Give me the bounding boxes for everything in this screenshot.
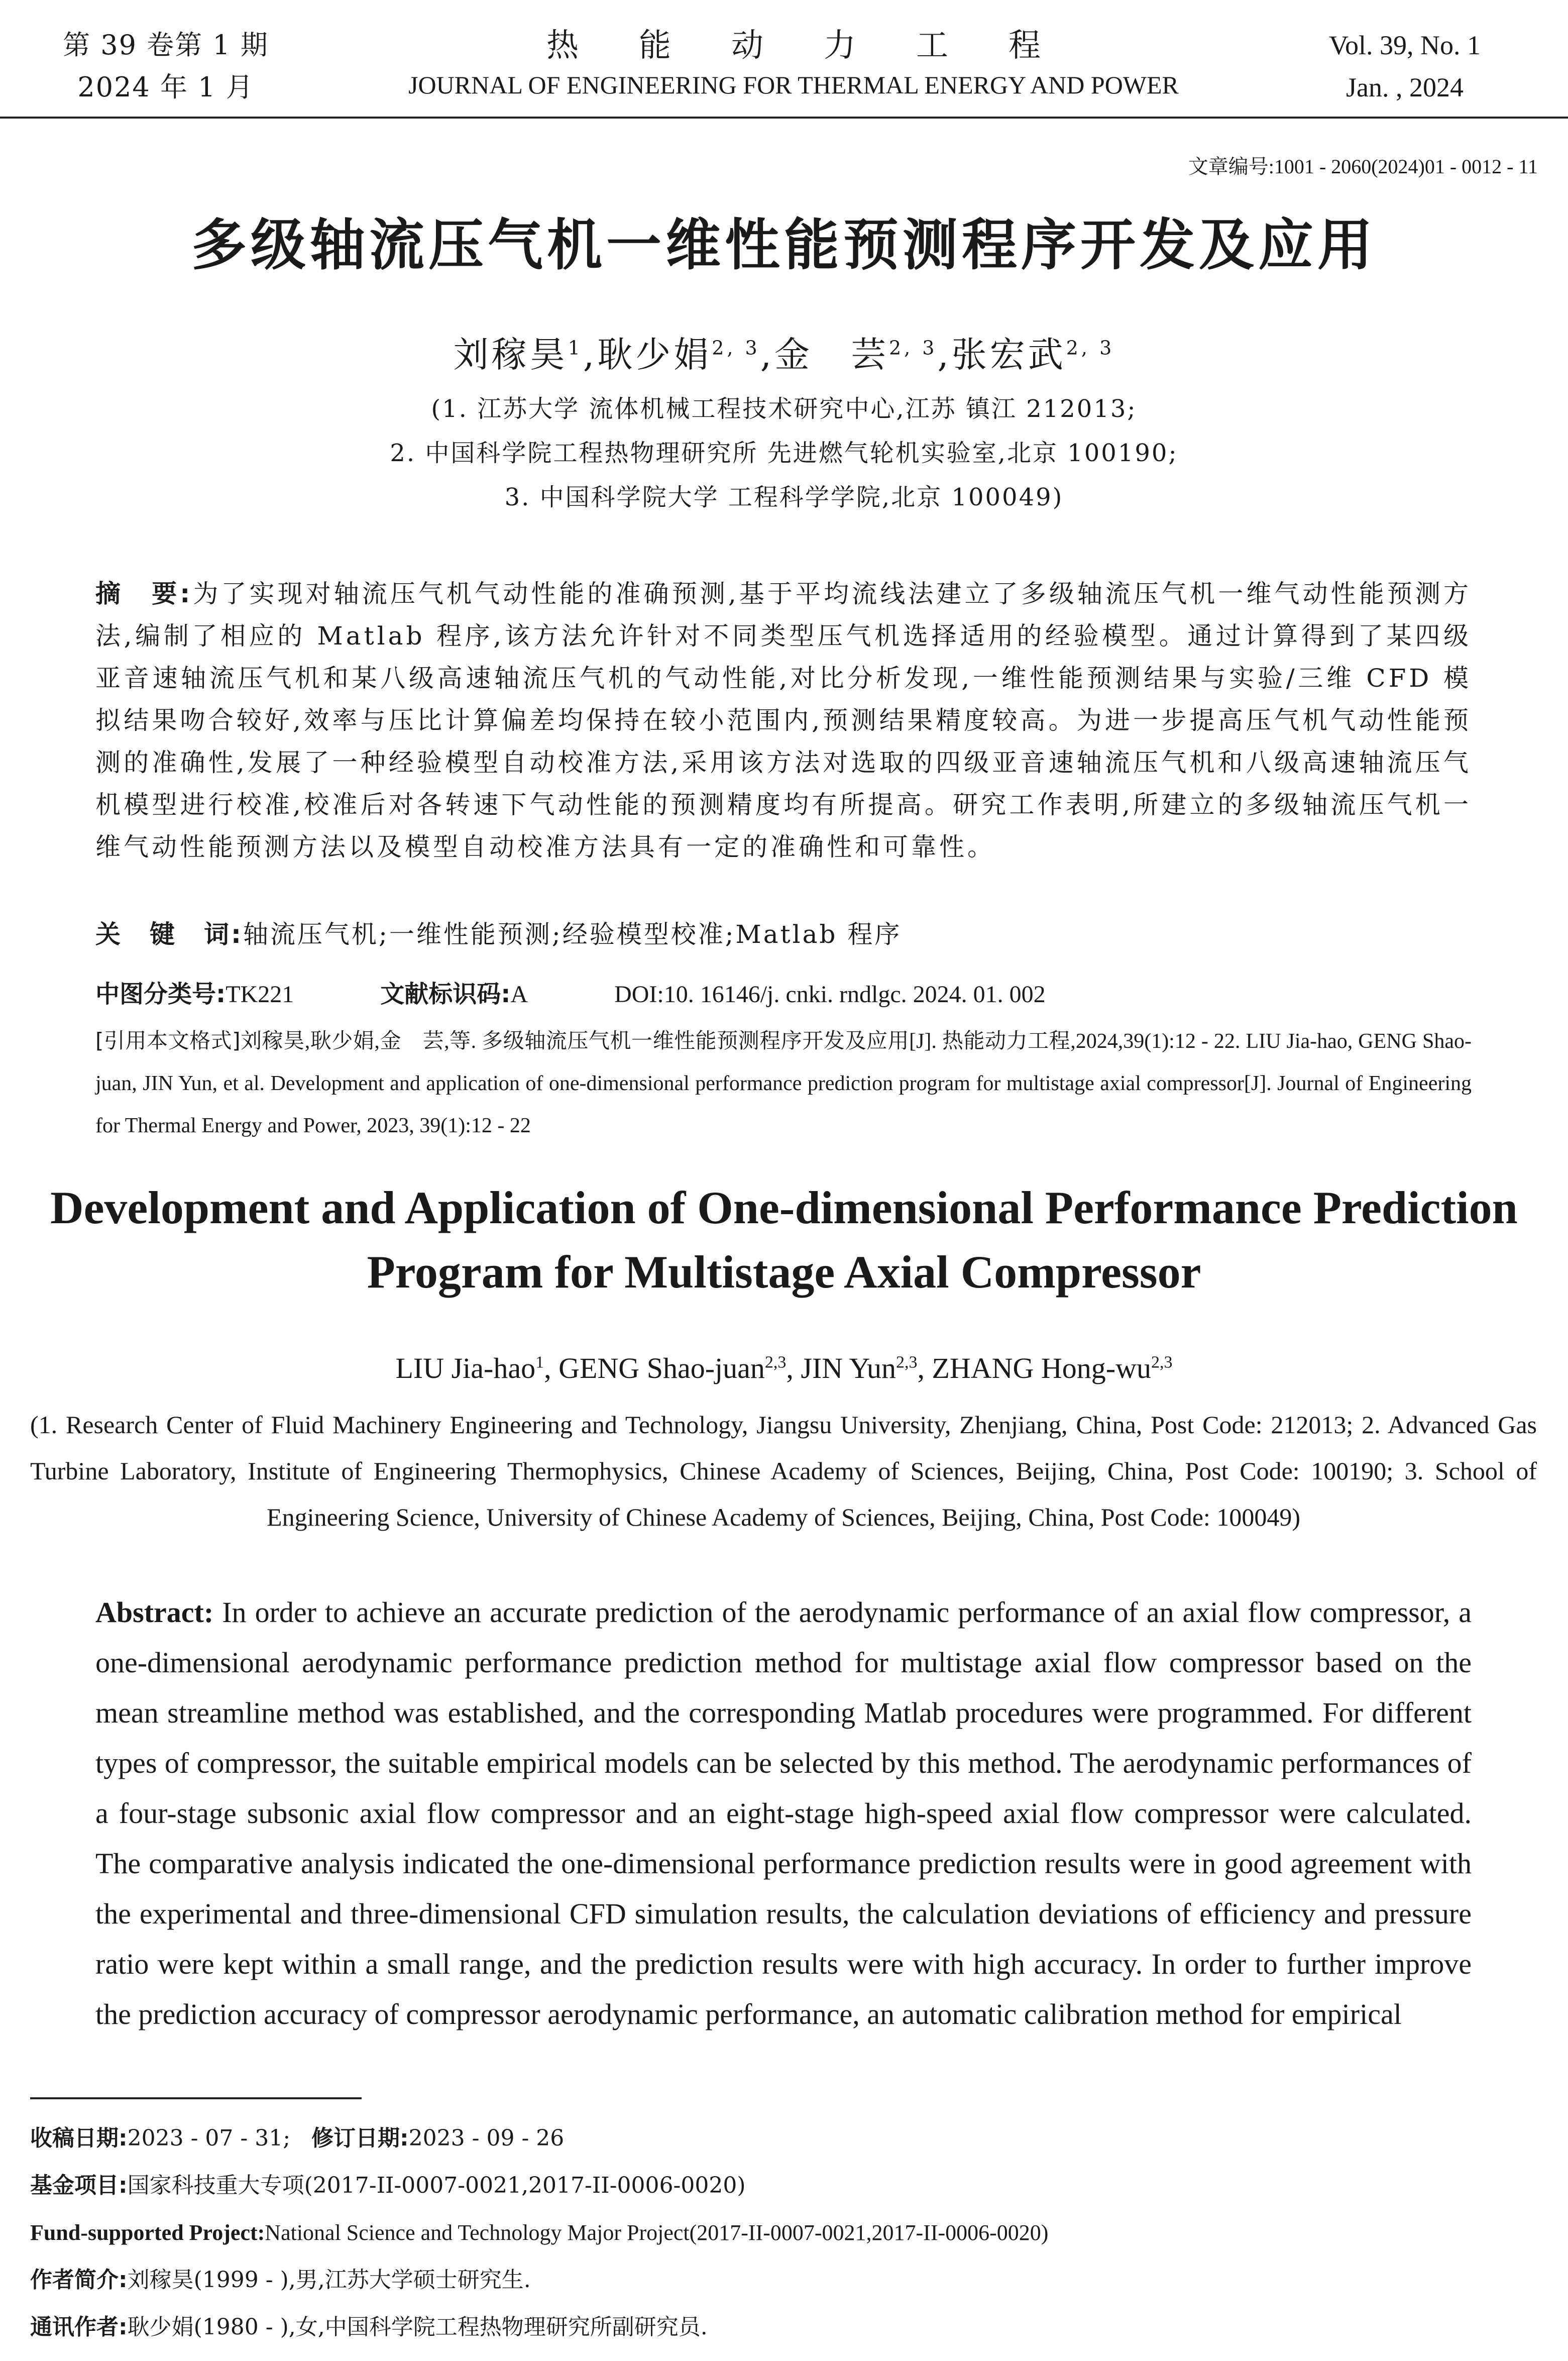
received-label: 收稿日期: [30, 2125, 128, 2151]
clc-value: TK221 [226, 981, 294, 1008]
corresponding-author: 耿少娟(1980 - ),女,中国科学院工程热物理研究所副研究员. [127, 2314, 708, 2340]
footnotes [30, 2115, 1537, 2351]
author-name: ZHANG Hong-wu [932, 1352, 1152, 1384]
author-bio-label: 作者简介: [30, 2267, 128, 2293]
author-affil-mark: 2,3 [764, 1353, 787, 1372]
affiliation-line: (1. 江苏大学 流体机械工程技术研究中心,江苏 镇江 212013; [431, 395, 1137, 423]
title-en-line: Development and Application of One-dimensional Performance Prediction [50, 1182, 1518, 1233]
citation-label: [引用本文格式] [95, 1028, 241, 1053]
citation-text: 刘稼昊,耿少娟,金 芸,等. 多级轴流压气机一维性能预测程序开发及应用[J]. 热能动力工程,2024,39(1):12 - 22. LIU Jia-hao, GENG Shao-juan, JIN Yun, et al. Development and application of one-dimensional performance prediction program for multistage axial compressor[J]. Journal of Engineering for Thermal Energy and Power, 2023, 39(1):12 - 22 [95, 1030, 1472, 1137]
author-affil-mark: 2, 3 [1066, 337, 1115, 359]
article-number: 文章编号:1001 - 2060(2024)01 - 0012 - 11 [1188, 155, 1538, 178]
author-affil-mark: 1 [535, 1353, 544, 1372]
abstract-cn [95, 573, 1472, 868]
volume-issue-cn: 第 39 卷第 1 期 [63, 29, 269, 61]
author-name: 金 芸 [774, 334, 889, 375]
keywords-cn [95, 914, 902, 950]
affiliation-line: 2. 中国科学院工程热物理研究所 先进燃气轮机实验室,北京 100190; [390, 439, 1178, 467]
date-cn: 2024 年 1 月 [77, 71, 254, 103]
citation [95, 1020, 1472, 1147]
author-name: 张宏武 [951, 334, 1066, 375]
footnote-fund-cn [30, 2162, 1537, 2209]
author-affil-mark: 2,3 [1151, 1353, 1173, 1372]
footnote-fund-en [30, 2209, 1537, 2257]
fund-cn: 国家科技重大专项(2017-II-0007-0021,2017-II-0006-0020) [127, 2173, 746, 2198]
journal-name-en: JOURNAL OF ENGINEERING FOR THERMAL ENERGY AND POWER [408, 71, 1179, 99]
abstract-en [95, 1587, 1472, 2040]
doi-label: DOI: [614, 981, 664, 1008]
authors-cn: 刘稼昊$^1$,耿少娟$^{2, 3}$,金 芸$^{2, 3}$,张宏武$^{2, 3}$ [453, 334, 1115, 375]
title-cn: 多级轴流压气机一维性能预测程序开发及应用 [191, 213, 1377, 277]
footnote-corresponding [30, 2304, 1537, 2351]
affiliations-cn [0, 387, 1568, 519]
fund-cn-label: 基金项目: [30, 2173, 128, 2198]
received-date: 2023 - 07 - 31; [127, 2125, 291, 2151]
doc-code-label: 文献标识码: [380, 980, 511, 1008]
author-name: GENG Shao-juan [558, 1352, 765, 1384]
classification-line [95, 975, 1126, 1009]
date-en: Jan. , 2024 [1346, 72, 1464, 102]
author-affil-mark: 1 [568, 337, 583, 359]
revised-label: 修订日期: [311, 2125, 409, 2151]
journal-name [352, 24, 1236, 102]
author-bio: 刘稼昊(1999 - ),男,江苏大学硕士研究生. [127, 2267, 531, 2293]
abstract-cn-text: 为了实现对轴流压气机气动性能的准确预测,基于平均流线法建立了多级轴流压气机一维气动性能预测方法,编制了相应的 Matlab 程序,该方法允许针对不同类型压气机选择适用的经验模型。通过计算得到了某四级亚音速轴流压气机和某八级高速轴流压气机的气动性能,对比分析发现,一维性能预测结果与实验/三维 CFD 模拟结果吻合较好,效率与压比计算偏差均保持在较小范围内,预测结果精度较高。为进一步提高压气机气动性能预测的准确性,发展了一种经验模型自动校准方法,采用该方法对选取的四级亚音速轴流压气机和八级高速轴流压气机模型进行校准,校准后对各转速下气动性能的预测精度均有所提高。研究工作表明,所建立的多级轴流压气机一维气动性能预测方法以及模型自动校准方法具有一定的准确性和可靠性。 [95, 579, 1472, 862]
doc-code-value: A [510, 981, 528, 1008]
volume-issue-en: Vol. 39, No. 1 [1328, 30, 1481, 60]
doi [614, 981, 1046, 1008]
fund-en-label: Fund-supported Project: [30, 2220, 265, 2245]
authors-en: LIU Jia-hao$^1$, GENG Shao-juan$^{2,3}$, JIN Yun$^{2,3}$, ZHANG Hong-wu$^{2,3}$ [395, 1352, 1173, 1384]
author-affil-mark: 2, 3 [888, 337, 938, 359]
header-issue-en [1297, 24, 1513, 109]
affiliation-line: 3. 中国科学院大学 工程科学学院,北京 100049) [504, 483, 1064, 511]
clc [95, 981, 294, 1008]
clc-label: 中图分类号: [95, 980, 226, 1008]
corresponding-label: 通讯作者: [30, 2314, 128, 2340]
revised-date: 2023 - 09 - 26 [408, 2125, 565, 2151]
author-affil-mark: 2,3 [895, 1353, 918, 1372]
affiliations-en: (1. Research Center of Fluid Machinery Engineering and Technology, Jiangsu University, Zhenjiang, China, Post Code: 212013; 2. Advanced Gas Turbine Laboratory, Institute of Engineering Thermophysics, Chinese Academy of Sciences, Beijing, China, Post Code: 100190; 3. School of Engineering Science, University of Chinese Academy of Sciences, Beijing, China, Post Code: 100049) [30, 1411, 1537, 1531]
title-en [0, 1175, 1568, 1304]
doc-code [380, 981, 528, 1008]
keywords-text: 轴流压气机;一维性能预测;经验模型校准;Matlab 程序 [243, 920, 902, 949]
title-en-line: Program for Multistage Axial Compressor [367, 1246, 1201, 1298]
keywords-label: 关 键 词: [95, 920, 243, 949]
author-name: JIN Yun [801, 1352, 896, 1384]
doi-value: 10. 16146/j. cnki. rndlgc. 2024. 01. 002 [663, 981, 1046, 1008]
footnote-author-bio [30, 2257, 1537, 2304]
author-name: LIU Jia-hao [395, 1352, 536, 1384]
abstract-en-text: In order to achieve an accurate prediction of the aerodynamic performance of an axial flow compressor, a one-dimensional aerodynamic performance prediction method for multistage axial flow compressor based on the mean streamline method was established, and the corresponding Matlab procedures were programmed. For different types of compressor, the suitable empirical models can be selected by this method. The aerodynamic performances of a four-stage subsonic axial flow compressor and an eight-stage high-speed axial flow compressor were calculated. The comparative analysis indicated the one-dimensional performance prediction results were in good agreement with the experimental and three-dimensional CFD simulation results, the calculation deviations of efficiency and pressure ratio were kept within a small range, and the prediction results were with high accuracy. In order to further improve the prediction accuracy of compressor aerodynamic performance, an automatic calibration method for empirical [95, 1596, 1472, 2030]
author-affil-mark: 2, 3 [712, 337, 760, 359]
footnote-rule [30, 2097, 362, 2099]
author-name: 耿少娟 [597, 334, 712, 375]
header-issue-cn [55, 24, 276, 109]
abstract-cn-label: 摘 要: [95, 579, 193, 608]
journal-name-cn: 热能动力工程 [546, 27, 1101, 64]
fund-en: National Science and Technology Major Project(2017-II-0007-0021,2017-II-0006-0020) [265, 2220, 1049, 2245]
header-rule [0, 117, 1568, 119]
footnote-dates [30, 2115, 1537, 2162]
author-name: 刘稼昊 [453, 334, 568, 375]
abstract-en-label: Abstract: [95, 1596, 214, 1629]
